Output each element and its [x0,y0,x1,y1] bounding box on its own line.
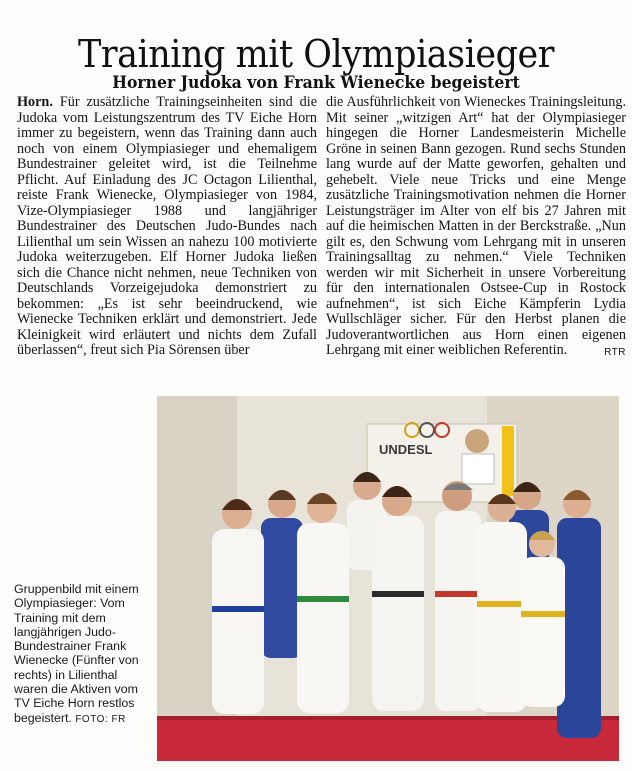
group-photo [157,396,619,761]
caption-text: Gruppenbild mit einem Olympiasieger: Vom Training mit dem langjährigen Judo-Bundestrainer Frank Wienecke (Fünfter von rechts) in Lilienthal waren die Aktiven vom TV Eiche Horn restlos begeistert. [14,582,139,725]
article-text-right: die Ausführlichkeit von Wieneckes Trainingsleitung. Mit seiner „witzigen Art“ hat der Olympiasieger hingegen die Horner Landesmeisterin Michelle Gröne in seinen Bann gezogen. Rund sechs Stunden lang wurde auf der Matte geworfen, gehalten und gehebelt. Viele neue Tricks und eine Menge zusätzliche Trainingsmotivation nehmen die Horner Leistungsträger im Alter von elf bis 27 Jahren mit auf die heimischen Matten in der Berckstraße. „Nun gilt es, den Schwung vom Lehrgang mit in unseren Trainingsalltag zu nehmen.“ Viele Techniken werden wir mit Sicherheit in unsere Vorbereitung für den internationalen Ostsee-Cup in Rostock aufnehmen“, ist sich Eiche Kämpferin Lydia Wullschläger sicher. Für den Herbst planen die Judoverantwortlichen aus Horn einen eigenen Lehrgang mit einer weiblichen Referentin. [326,95,626,358]
author-initials: RTR [604,347,626,358]
article-text-left: Für zusätzliche Trainingseinheiten sind die Judoka vom Leistungszentrum des TV Eiche Horn immer zu begeistern, wenn das Training dann auch noch von einem Olympiasieger und ehemaligem Bundestrainer geleitet wird, ist die Teilnehme Pflicht. Auf Einladung des JC Octagon Lilienthal, reiste Frank Wienecke, Olympiasieger von 1984, Vize-Olympiasieger 1988 und langjähriger Bundestrainer des Deutschen Judo-Bundes nach Lilienthal um sein Wissen an nahezu 100 motivierte Judoka weiterzugeben. Elf Horner Judoka ließen sich die Chance nicht nehmen, neue Techniken von Deutschlands Vorzeigejudoka demonstriert zu bekommen: „Es ist sehr beeindruckend, wie Wienecke Techniken erklärt und demonstriert. Jede Kleinigkeit wird erläutert und nichts dem Zufall überlassen“, freut sich Pia Sörensen über [17,95,317,358]
dateline: Horn. [17,95,53,110]
group-photo-illustration [157,396,619,761]
article-column-left [17,95,317,385]
photo-credit: FOTO: FR [75,713,126,725]
photo-caption [14,582,149,727]
subheadline: Horner Judoka von Frank Wienecke begeistert [112,73,520,94]
article-column-right [326,95,626,385]
headline: Training mit Olympiasieger [77,32,555,77]
banner-text: UNDESL [379,442,433,457]
